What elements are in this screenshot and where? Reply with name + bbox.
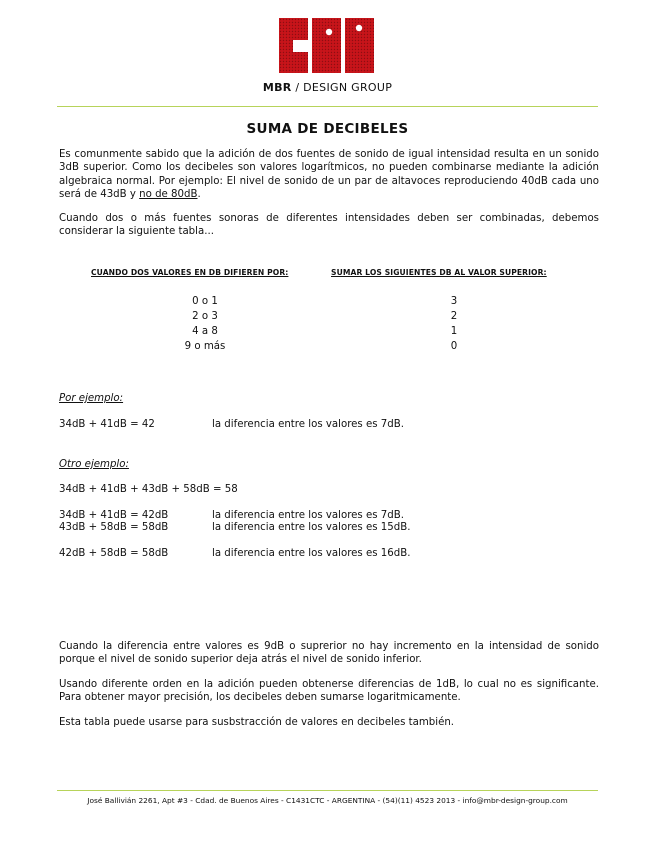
table-cell-add: 0 — [450, 341, 458, 352]
table-cell-diff: 4 a 8 — [192, 326, 218, 337]
table-cell-add: 1 — [450, 326, 458, 337]
table-cell-diff: 0 o 1 — [192, 296, 218, 307]
logo-mark-icon — [279, 18, 374, 73]
footer-address: José Ballivián 2261, Apt #3 - Cdad. de Buenos Aires - C1431CTC - ARGENTINA - (54)(11) 4523 2013 - info@mbr-design-group.com — [87, 796, 568, 805]
closing-paragraph: Cuando la diferencia entre valores es 9dB o suprerior no hay incremento en la intensidad de sonido porque el nivel de sonido superior deja atrás el nivel de sonido inferior. — [59, 641, 599, 666]
closing-paragraph: Esta tabla puede usarse para susbstracción de valores en decibeles también. — [59, 717, 455, 728]
example-1-note: la diferencia entre los valores es 7dB. — [212, 419, 404, 430]
intro-paragraph: Es comunmente sabido que la adición de dos fuentes de sonido de igual intensidad resulta en un sonido 3dB superior. Como los decibeles son valores logarítmicos, no pueden combinarse mediante la adición algebraica normal. Por ejemplo: El nivel de sonido de un par de altavoces reproduciendo 40dB cada uno será de 43dB y no de 80dB. — [59, 149, 599, 201]
brand-name: MBR / DESIGN GROUP — [262, 81, 393, 94]
closing-paragraph: Usando diferente orden en la adición pueden obtenerse diferencias de 1dB, lo cual no es significante. Para obtener mayor precisión, los decibeles deben sumarse logaritmicamente. — [59, 679, 599, 704]
example-2-label: Otro ejemplo: — [59, 459, 129, 470]
intro-emphasis: no de 80dB — [139, 189, 198, 201]
example-2-step-equation: 42dB + 58dB = 58dB — [59, 548, 169, 559]
example-2-step-note: la diferencia entre los valores es 16dB. — [212, 548, 411, 559]
table-cell-diff: 9 o más — [184, 341, 226, 352]
example-2-step-note: la diferencia entre los valores es 15dB. — [212, 522, 411, 533]
example-2-step-equation: 34dB + 41dB = 42dB — [59, 510, 169, 521]
footer-divider — [57, 790, 598, 791]
example-1-label: Por ejemplo: — [59, 393, 124, 404]
header-divider — [57, 106, 598, 107]
intro-paragraph-2: Cuando dos o más fuentes sonoras de diferentes intensidades deben ser combinadas, debemos considerar la siguiente tabla... — [59, 213, 599, 238]
example-2-step-note: la diferencia entre los valores es 7dB. — [212, 510, 404, 521]
table-cell-diff: 2 o 3 — [192, 311, 218, 322]
table-header-right: SUMAR LOS SIGUIENTES DB AL VALOR SUPERIOR: — [331, 268, 547, 277]
example-2-total: 34dB + 41dB + 43dB + 58dB = 58 — [59, 484, 238, 495]
page-title: SUMA DE DECIBELES — [246, 121, 409, 137]
table-header-left: CUANDO DOS VALORES EN DB DIFIEREN POR: — [91, 268, 289, 277]
example-1-equation: 34dB + 41dB = 42 — [59, 419, 155, 430]
table-cell-add: 3 — [450, 296, 458, 307]
mbr-logo — [279, 18, 374, 73]
example-2-step-equation: 43dB + 58dB = 58dB — [59, 522, 169, 533]
table-cell-add: 2 — [450, 311, 458, 322]
